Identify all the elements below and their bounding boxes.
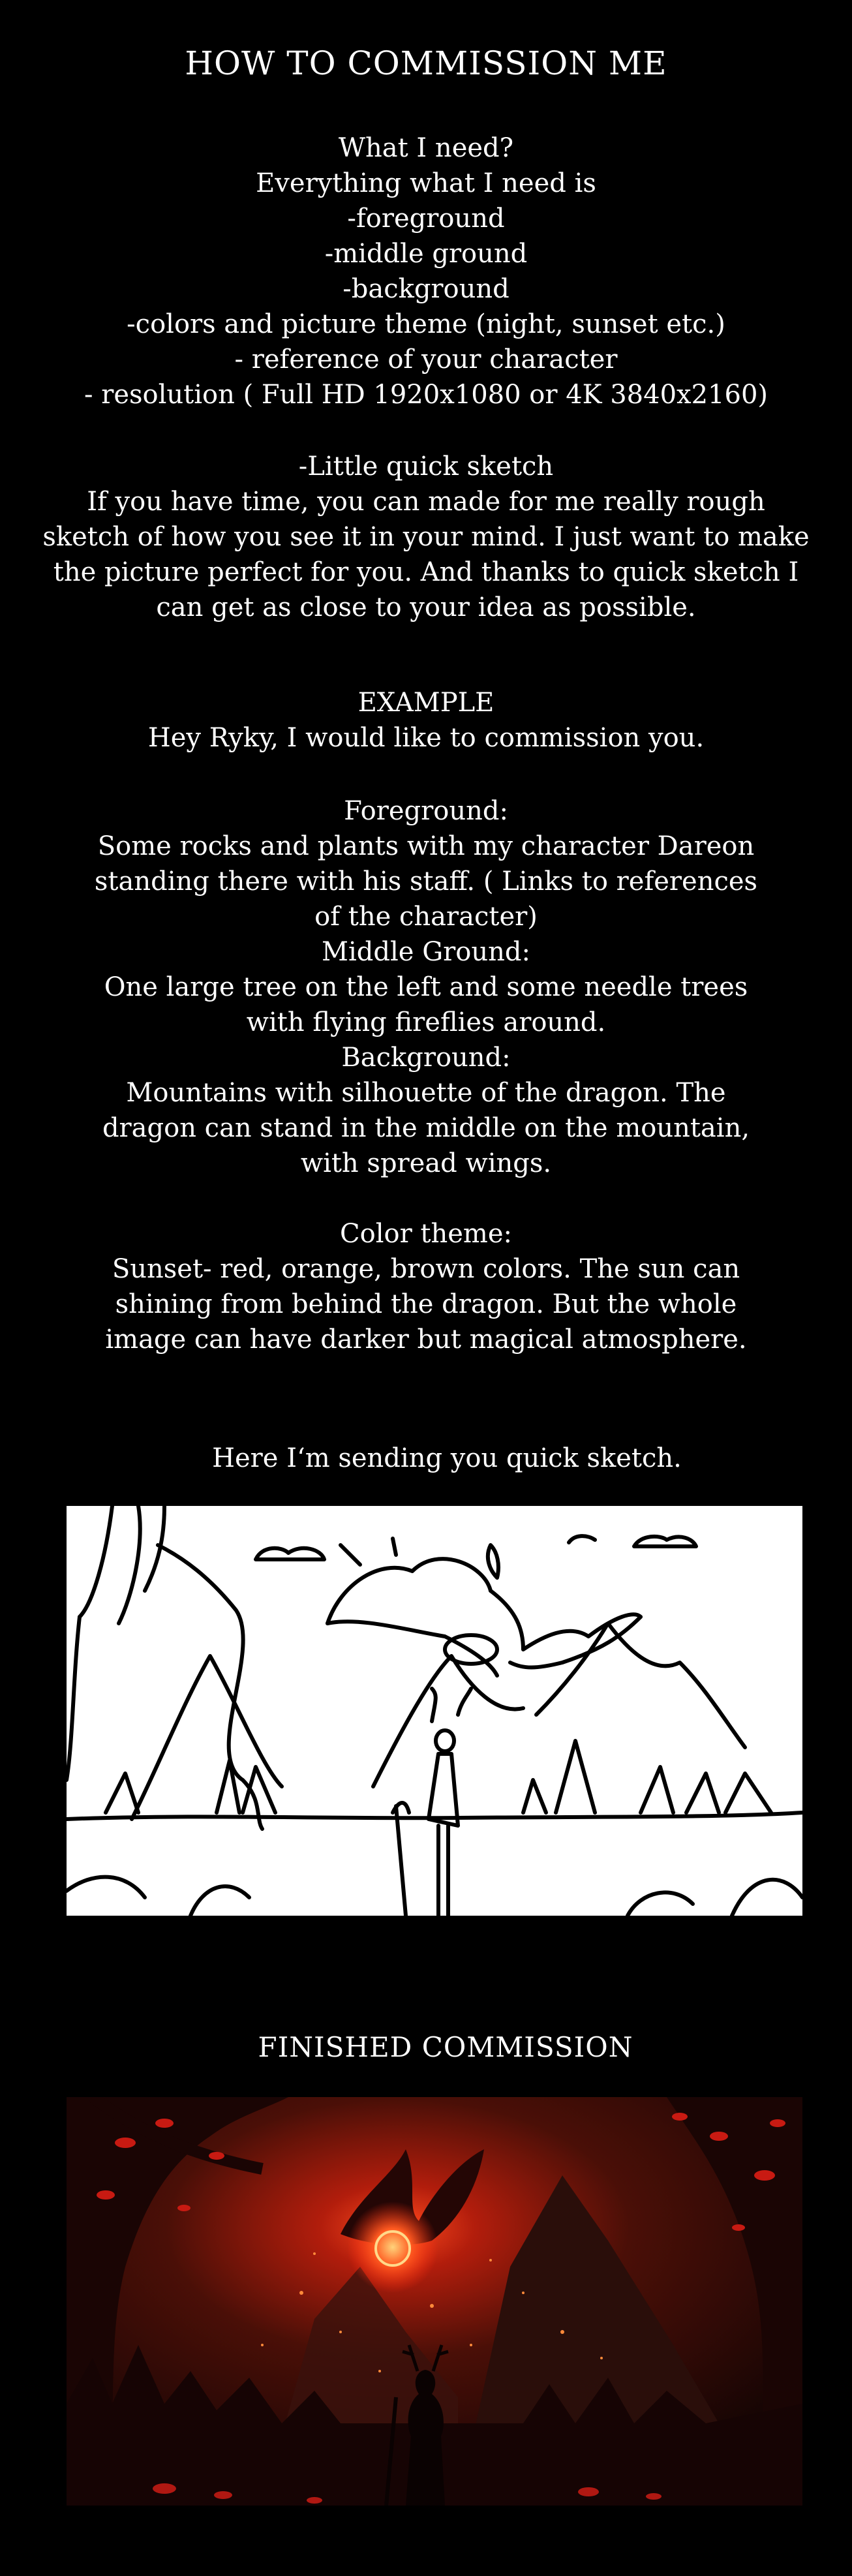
foreground-text: Some rocks and plants with my character Dareon standing there with his staff. ( Links to references of the character) bbox=[94, 831, 758, 932]
requirements-line: What I need? bbox=[338, 133, 514, 163]
requirements-list bbox=[0, 130, 852, 412]
color-theme-text: Sunset- red, orange, brown colors. The sun can shining from behind the dragon. But the whole image can have darker but magical atmosphere. bbox=[105, 1254, 747, 1355]
middle-ground-section bbox=[0, 934, 852, 1040]
color-theme-label: Color theme: bbox=[340, 1219, 512, 1249]
middle-ground-label: Middle Ground: bbox=[322, 937, 530, 967]
sketch-note-section bbox=[0, 449, 852, 625]
requirements-line: Everything what I need is bbox=[256, 168, 596, 198]
background-label: Background: bbox=[341, 1043, 511, 1073]
sketch-caption: Here I‘m sending you quick sketch. bbox=[212, 1443, 682, 1473]
quick-sketch-image bbox=[67, 1506, 802, 1916]
middle-ground-text: One large tree on the left and some needle trees with flying fireflies around. bbox=[104, 972, 748, 1037]
color-theme-section bbox=[0, 1216, 852, 1357]
sketch-note-heading: -Little quick sketch bbox=[298, 452, 554, 482]
example-greeting: Hey Ryky, I would like to commission you. bbox=[147, 723, 705, 753]
requirements-line: -foreground bbox=[347, 204, 505, 234]
finished-commission-image bbox=[67, 2097, 802, 2506]
requirements-line: -colors and picture theme (night, sunset etc.) bbox=[127, 309, 725, 339]
requirements-line: -middle ground bbox=[324, 239, 528, 269]
example-heading: EXAMPLE bbox=[358, 688, 494, 718]
finished-commission-label: FINISHED COMMISSION bbox=[258, 2031, 633, 2063]
foreground-section bbox=[0, 793, 852, 934]
requirements-line: - resolution ( Full HD 1920x1080 or 4K 3840x2160) bbox=[84, 380, 768, 410]
background-text: Mountains with silhouette of the dragon. The dragon can stand in the middle on the mountain, with spread wings. bbox=[102, 1078, 750, 1178]
requirements-line: - reference of your character bbox=[234, 345, 618, 375]
background-section bbox=[0, 1040, 852, 1181]
page-title: HOW TO COMMISSION ME bbox=[185, 44, 667, 82]
example-header bbox=[0, 685, 852, 756]
sketch-note-paragraph: If you have time, you can made for me really rough sketch of how you see it in your mind. I just want to make the picture perfect for you. And thanks to quick sketch I can get as close to your idea as possible. bbox=[42, 487, 810, 622]
foreground-label: Foreground: bbox=[344, 796, 508, 826]
requirements-line: -background bbox=[342, 274, 510, 304]
